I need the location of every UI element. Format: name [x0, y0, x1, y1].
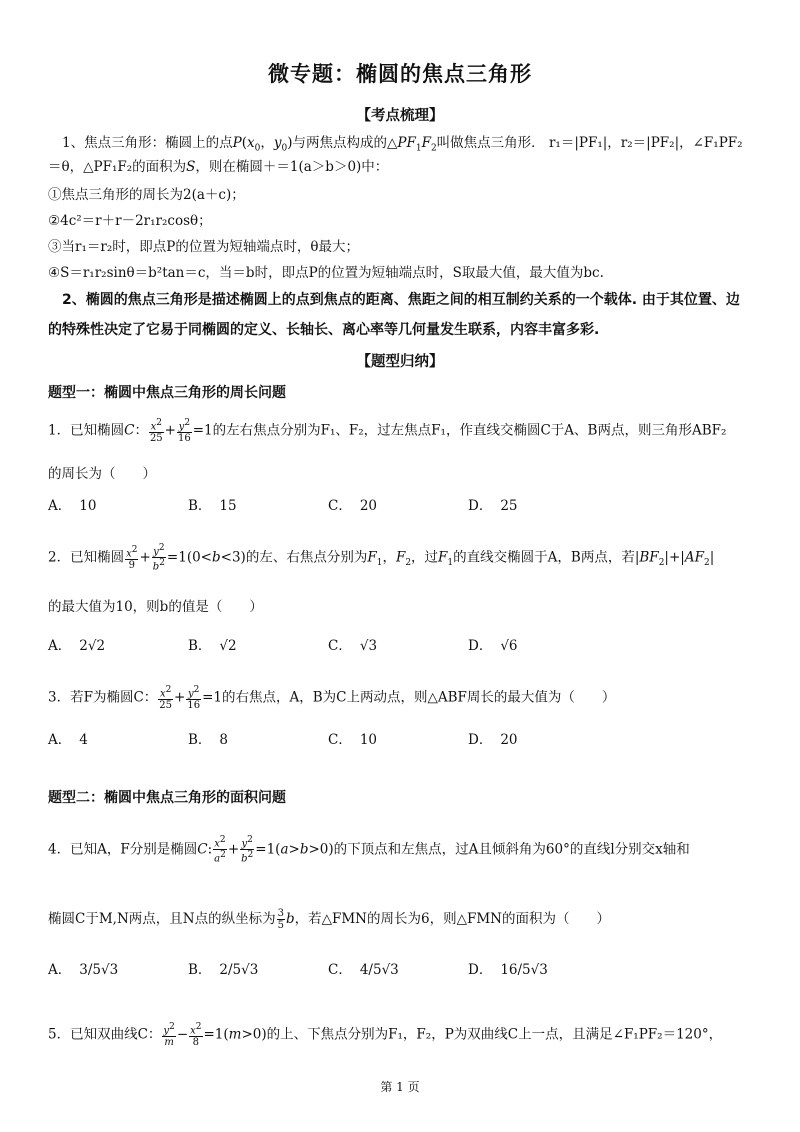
question-5-line1: 5．已知双曲线C： $\frac{y^2}{m}$ − $\frac{x^2}{8}$ =1(m>0)的上、下焦点分别为F₁，F₂，P为双曲线C上一点，且满足∠F₁PF₂＝120°，: [48, 1022, 723, 1049]
option-b[interactable]: B． 15: [188, 498, 237, 514]
review-item-3: ③当r₁＝r₂时，即点P的位置为短轴端点时，θ最大；: [48, 239, 359, 255]
option-a[interactable]: A． 2√2: [48, 638, 106, 654]
review-p1-line2: ＝θ，△PF₁F₂的面积为S，则在椭圆＋＝1(a＞b＞0)中：: [48, 159, 389, 175]
option-c[interactable]: C． 4/5√3: [328, 962, 399, 978]
review-item-2: ②4c²＝r＋r－2r₁r₂cosθ；: [48, 213, 212, 229]
section-heading-types: 【题型归纳】: [356, 354, 444, 370]
question-1-options: [48, 494, 760, 516]
review-item-4: ④S＝r₁r₂sinθ＝b²tan＝c，当＝b时，即点P的位置为短轴端点时，S取最大值，最大值为bc.: [48, 265, 604, 281]
question-4-options: [48, 958, 760, 980]
page-footer: 第 1 页: [380, 1080, 420, 1094]
question-1-line1: 1．已知椭圆C： $\frac{x^2}{25}$ + $\frac{y^2}{16}$ =1的左右焦点分别为F₁、F₂，过左焦点F₁，作直线交椭圆C于A、B两点，则三角形ABF₂: [48, 418, 727, 445]
question-4-line1: 4．已知A，F分别是椭圆C: $\frac{x^2}{a^2}$ + $\frac{y^2}{b^2}$ =1(a>b>0)的下顶点和左焦点，过A且倾斜角为60°的直线l分别交x轴和: [48, 835, 690, 865]
option-d[interactable]: D． √6: [468, 638, 518, 654]
question-1-line2: 的周长为（ ）: [48, 466, 156, 482]
question-3-line1: 3．若F为椭圆C： $\frac{x^2}{25}$ + $\frac{y^2}{16}$ =1的右焦点，A，B为C上两动点，则△ABF周长的最大值为（ ）: [48, 685, 616, 712]
option-d[interactable]: D． 16/5√3: [468, 962, 548, 978]
question-3-options: [48, 728, 760, 750]
question-4-line2: 椭圆C于M,N两点，且N点的纵坐标为 $\frac{3}{5}$ b，若△FMN的周长为6，则△FMN的面积为（ ）: [48, 908, 610, 931]
review-p2-line2: 的特殊性决定了它易于同椭圆的定义、长轴长、离心率等几何量发生联系，内容丰富多彩.: [48, 322, 600, 338]
option-b[interactable]: B． √2: [188, 638, 237, 654]
question-2-options: [48, 634, 760, 656]
option-a[interactable]: A． 10: [48, 498, 97, 514]
option-b[interactable]: B． 8: [188, 732, 229, 748]
option-a[interactable]: A． 3/5√3: [48, 962, 119, 978]
page-title: 微专题：椭圆的焦点三角形: [268, 62, 532, 86]
option-c[interactable]: C． 20: [328, 498, 378, 514]
option-d[interactable]: D． 20: [468, 732, 518, 748]
type2-heading: 题型二：椭圆中焦点三角形的面积问题: [48, 790, 286, 806]
option-a[interactable]: A． 4: [48, 732, 88, 748]
review-p2-line1: 2、椭圆的焦点三角形是描述椭圆上的点到焦点的距离、焦距之间的相互制约关系的一个载体. 由于其位置、边: [62, 292, 740, 308]
question-2-line2: 的最大值为10，则b的值是（ ）: [48, 599, 263, 615]
option-c[interactable]: C． 10: [328, 732, 378, 748]
r-definitions: r₁＝|PF₁|，r₂＝|PF₂|，∠F₁PF₂: [548, 135, 743, 151]
option-d[interactable]: D． 25: [468, 498, 518, 514]
review-p1-line1: 1、焦点三角形：椭圆上的点$P(x_0$，$y_0$)与两焦点构成的$\triangle PF_1F_2$叫做焦点三角形． r₁＝|PF₁|，r₂＝|PF₂|，∠F₁PF₂: [62, 135, 743, 154]
question-2-line1: 2．已知椭圆 $\frac{x^2}{9}$ + $\frac{y^2}{b^2}$ =1(0<b<3)的左、右焦点分别为$F_1$，$F_2$，过$F_1$的直线交椭圆于A，B两点，若$|BF_2|+|AF_2|$: [48, 543, 715, 573]
option-b[interactable]: B． 2/5√3: [188, 962, 259, 978]
option-c[interactable]: C． √3: [328, 638, 378, 654]
type1-heading: 题型一：椭圆中焦点三角形的周长问题: [48, 385, 286, 401]
section-heading-review: 【考点梳理】: [356, 108, 444, 124]
review-item-1: ①焦点三角形的周长为2(a＋c)；: [48, 187, 245, 203]
